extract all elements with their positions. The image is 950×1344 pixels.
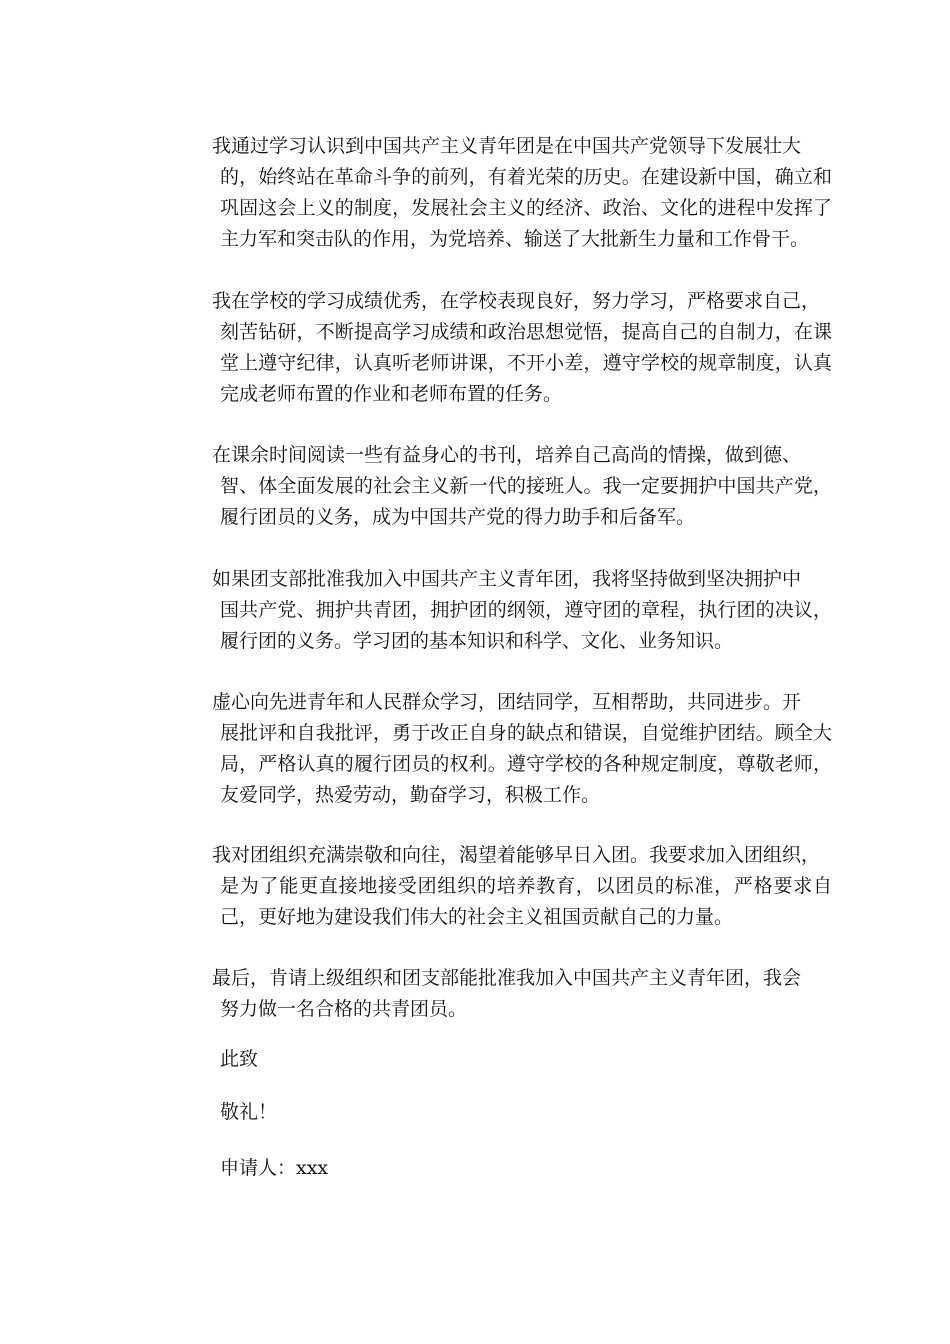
paragraph-4-rest: 国共产党、拥护共青团，拥护团的纲领，遵守团的章程，执行团的决议，履行团的义务。学习团的基本知识和科学、文化、业务知识。 bbox=[220, 599, 832, 652]
salutation: 此致 bbox=[220, 1048, 259, 1070]
paragraph-block-4: 如果团支部批准我加入中国共产主义青年团，我将坚持做到坚决拥护中 bbox=[212, 568, 802, 590]
paragraph-5-rest: 展批评和自我批评，勇于改正自身的缺点和错误，自觉维护团结。顾全大局，严格认真的履行团员的权利。遵守学校的各种规定制度，尊敬老师，友爱同学，热爱劳动，勤奋学习，积极工作。 bbox=[220, 722, 832, 806]
paragraph-2-rest: 刻苦钻研，不断提高学习成绩和政治思想觉悟，提高自己的自制力，在课堂上遵守纪律，认真听老师讲课，不开小差，遵守学校的规章制度，认真完成老师布置的作业和老师布置的任务。 bbox=[220, 321, 832, 405]
paragraph-6-rest: 是为了能更直接地接受团组织的培养教育，以团员的标准，严格要求自己，更好地为建设我们伟大的社会主义祖国贡献自己的力量。 bbox=[220, 875, 832, 928]
paragraph-block-7: 最后，肯请上级组织和团支部能批准我加入中国共产主义青年团，我会 bbox=[212, 967, 802, 989]
paragraph-block-3: 在课余时间阅读一些有益身心的书刊，培养自己高尚的情操，做到德、 bbox=[212, 444, 802, 466]
paragraph-block-1 bbox=[212, 131, 832, 162]
paragraph-7-rest: 努力做一名合格的共青团员。 bbox=[220, 998, 468, 1020]
paragraph-1-rest: 的，始终站在革命斗争的前列，有着光荣的历史。在建设新中国，确立和巩固这会上义的制度，发展社会主义的经济、政治、文化的进程中发挥了主力军和突击队的作用，为党培养、输送了大批新生力量和工作骨干。 bbox=[220, 166, 832, 250]
paragraph-block-5: 虚心向先进青年和人民群众学习，团结同学，互相帮助，共同进步。开 bbox=[212, 691, 802, 713]
paragraph-block-6: 我对团组织充满崇敬和向往，渴望着能够早日入团。我要求加入团组织， bbox=[212, 844, 821, 866]
respect-closing: 敬礼！ bbox=[220, 1101, 278, 1123]
paragraph-3-rest: 智、体全面发展的社会主义新一代的接班人。我一定要拥护中国共产党，履行团员的义务，成为中国共产党的得力助手和后备军。 bbox=[220, 475, 832, 528]
applicant-signature: 申请人：xxx bbox=[220, 1157, 329, 1179]
paragraph-1-first-line: 我通过学习认识到中国共产主义青年团是在中国共产党领导下发展壮大 bbox=[212, 135, 802, 157]
paragraph-block-2: 我在学校的学习成绩优秀，在学校表现良好，努力学习，严格要求自己， bbox=[212, 290, 821, 312]
